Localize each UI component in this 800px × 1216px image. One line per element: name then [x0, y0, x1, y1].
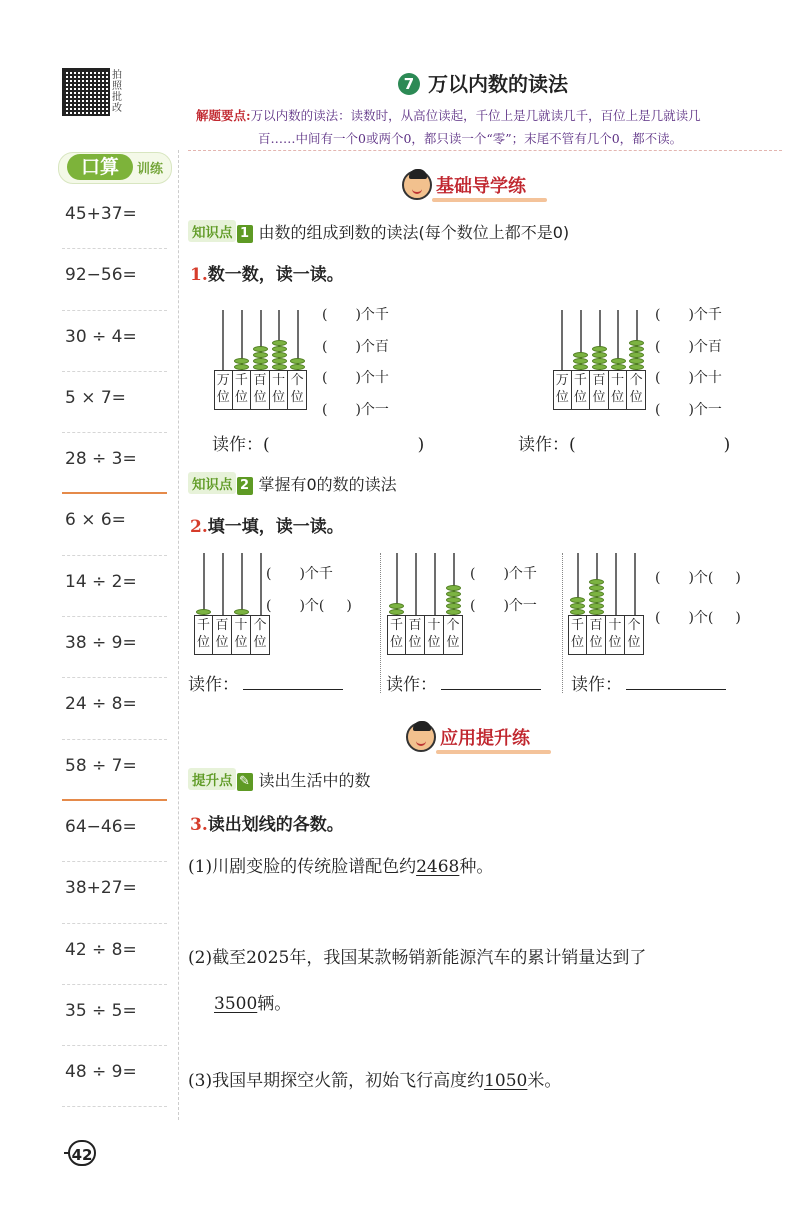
- place-value-row: [568, 615, 644, 655]
- abacus-bead: [592, 352, 607, 358]
- oral-list: [62, 188, 167, 1107]
- read-label: 读作：(: [212, 435, 270, 455]
- abacus-bead: [290, 358, 305, 364]
- blank-field[interactable]: ( )个( ): [655, 570, 741, 586]
- blank-field[interactable]: ( )个百: [322, 338, 389, 355]
- place-value-cell: 百 位: [587, 615, 606, 655]
- abacus-bead: [272, 346, 287, 352]
- oral-subtitle: 训练: [137, 162, 164, 177]
- abacus-rod: [434, 553, 436, 615]
- abacus-rod: [415, 553, 417, 615]
- place-value-cell: 百 位: [251, 370, 270, 410]
- oral-item: 38+27=: [62, 862, 167, 923]
- blank-field[interactable]: ( )个百: [655, 338, 722, 355]
- read-label: 读作：: [386, 675, 437, 695]
- oral-item: 64−46=: [62, 801, 167, 862]
- section-applied: [406, 722, 566, 754]
- place-value-cell: 个 位: [444, 615, 463, 655]
- read-label: 读作：: [571, 675, 622, 695]
- abacus-bead: [234, 358, 249, 364]
- abacus-bead: [589, 591, 604, 597]
- boy-face-icon: [406, 722, 436, 752]
- q2-read-c[interactable]: [571, 670, 726, 695]
- abacus-bead: [446, 603, 461, 609]
- abacus-bead: [253, 352, 268, 358]
- abacus-bead: [629, 346, 644, 352]
- abacus-rod: [222, 310, 224, 370]
- q1-text: 数一数，读一读。: [207, 265, 344, 285]
- abacus-rod: [203, 553, 205, 615]
- q2-blanks-b: [470, 558, 537, 622]
- question-3: [190, 810, 344, 835]
- oral-item: 30 ÷ 4=: [62, 311, 167, 372]
- boy-face-icon: [402, 170, 432, 200]
- kp1-tag: 知识点: [188, 220, 236, 242]
- read-label: 读作：(: [518, 435, 576, 455]
- tips-label: 解题要点:: [196, 108, 251, 123]
- abacus-bead: [570, 597, 585, 603]
- abacus-bead: [253, 346, 268, 352]
- abacus-rod: [561, 310, 563, 370]
- abacus-bead: [589, 585, 604, 591]
- qr-code[interactable]: [62, 68, 110, 116]
- blank-field[interactable]: ( )个千: [655, 307, 722, 323]
- abacus-bead: [592, 358, 607, 364]
- blank-field[interactable]: ( )个十: [322, 370, 389, 386]
- q1-blanks-b: [655, 300, 722, 426]
- abacus-bead: [589, 597, 604, 603]
- abacus-q2-c: [568, 553, 644, 658]
- place-value-cell: 千 位: [194, 615, 213, 655]
- q3-item-3: (3)我国早期探空火箭，初始飞行高度约1050米。: [188, 1071, 562, 1091]
- knowledge-point-2: [188, 472, 397, 495]
- qr-label: 拍照批改: [112, 70, 122, 114]
- solution-tips: [196, 104, 782, 150]
- abacus-q2-a: [194, 553, 270, 658]
- question-2: [190, 512, 344, 537]
- place-value-row: [214, 370, 307, 410]
- q2-blanks-c: [655, 558, 741, 638]
- abacus-bead: [573, 352, 588, 358]
- q2-read-a[interactable]: [188, 670, 343, 695]
- abacus-bead: [389, 603, 404, 609]
- abacus-bead: [446, 585, 461, 591]
- q2-blanks-a: [266, 558, 352, 622]
- column-divider: [178, 150, 179, 1120]
- section-applied-title: 应用提升练: [440, 728, 530, 749]
- abacus-rod: [615, 553, 617, 615]
- section-basic-title: 基础导学练: [436, 176, 526, 197]
- place-value-row: [553, 370, 646, 410]
- oral-item: 48 ÷ 9=: [62, 1046, 167, 1107]
- underlined-number: 3500: [214, 994, 258, 1014]
- kp2-num: 2: [237, 477, 253, 495]
- place-value-cell: 十 位: [232, 615, 251, 655]
- q1-number: 1.: [190, 265, 208, 285]
- place-value-cell: 十 位: [425, 615, 444, 655]
- lesson-title-text: 万以内数的读法: [428, 72, 568, 96]
- abacus-bead: [589, 579, 604, 585]
- pencil-icon: ✎: [237, 773, 253, 791]
- abacus-bead: [629, 358, 644, 364]
- blank-field[interactable]: ( )个一: [470, 598, 537, 614]
- oral-item: 14 ÷ 2=: [62, 556, 167, 617]
- place-value-cell: 十 位: [606, 615, 625, 655]
- place-value-cell: 个 位: [288, 370, 307, 410]
- abacus-bead: [629, 340, 644, 346]
- place-value-cell: 个 位: [627, 370, 646, 410]
- oral-item: 38 ÷ 9=: [62, 617, 167, 678]
- q1-blanks-a: [322, 300, 389, 426]
- oral-item: 42 ÷ 8=: [62, 924, 167, 985]
- abacus-bead: [573, 358, 588, 364]
- place-value-cell: 千 位: [572, 370, 591, 410]
- blank-field[interactable]: ( )个( ): [266, 598, 352, 614]
- oral-item: 6 × 6=: [62, 494, 167, 555]
- abacus-bead: [592, 346, 607, 352]
- underlined-number: 2468: [416, 857, 460, 877]
- tips-divider: [188, 150, 782, 151]
- oral-item: 24 ÷ 8=: [62, 678, 167, 739]
- blank-field[interactable]: ( )个千: [266, 566, 333, 582]
- q2-text: 填一填，读一读。: [207, 517, 344, 537]
- place-value-cell: 百 位: [213, 615, 232, 655]
- place-value-cell: 百 位: [406, 615, 425, 655]
- abacus-bead: [272, 352, 287, 358]
- place-value-cell: 千 位: [387, 615, 406, 655]
- kp3-text: 读出生活中的数: [258, 771, 371, 790]
- q2-number: 2.: [190, 517, 208, 537]
- blank-field[interactable]: ( )个一: [655, 401, 722, 418]
- place-value-row: [194, 615, 270, 655]
- oral-item: 35 ÷ 5=: [62, 985, 167, 1046]
- oral-item: 28 ÷ 3=: [62, 433, 167, 494]
- q2-read-b[interactable]: [386, 670, 541, 695]
- blank-field[interactable]: ( )个十: [655, 370, 722, 386]
- abacus-bead: [589, 603, 604, 609]
- place-value-cell: 万 位: [553, 370, 572, 410]
- abacus-bead: [272, 358, 287, 364]
- abacus-q1-b: [553, 300, 648, 415]
- abacus-bead: [570, 603, 585, 609]
- abacus-bead: [253, 358, 268, 364]
- oral-item: 5 × 7=: [62, 372, 167, 433]
- place-value-cell: 百 位: [590, 370, 609, 410]
- abacus-rod: [222, 553, 224, 615]
- q3-text: 读出划线的各数。: [207, 815, 344, 835]
- place-value-cell: 千 位: [568, 615, 587, 655]
- tips-line1: 万以内数的读法：读数时，从高位读起，千位上是几就读几千，百位上是几就读几: [250, 108, 701, 123]
- place-value-cell: 千 位: [233, 370, 252, 410]
- blank-field[interactable]: ( )个一: [322, 401, 389, 418]
- abacus-rod: [241, 553, 243, 615]
- kp2-text: 掌握有0的数的读法: [258, 475, 397, 494]
- place-value-cell: 万 位: [214, 370, 233, 410]
- abacus-bead: [446, 597, 461, 603]
- lesson-title: [398, 68, 568, 97]
- q3-number: 3.: [190, 815, 208, 835]
- oral-item: 92−56=: [62, 249, 167, 310]
- underlined-number: 1050: [484, 1071, 528, 1091]
- oral-training-badge: [58, 152, 172, 184]
- abacus-bead: [629, 352, 644, 358]
- blank-field[interactable]: ( )个千: [322, 307, 389, 323]
- q3-item-2: (2)截至2025年，我国某款畅销新能源汽车的累计销量达到了 3500辆。: [188, 948, 647, 1014]
- q1-read-b[interactable]: 读作：( ): [518, 435, 731, 455]
- abacus-bead: [446, 591, 461, 597]
- place-value-cell: 个 位: [251, 615, 270, 655]
- place-value-cell: 个 位: [625, 615, 644, 655]
- lesson-number: 7: [398, 73, 420, 95]
- place-value-row: [387, 615, 463, 655]
- knowledge-point-1: [188, 220, 569, 243]
- q3-item-1: (1)川剧变脸的传统脸谱配色约2468种。: [188, 857, 494, 877]
- kp1-text: 由数的组成到数的读法(每个数位上都不是0): [258, 223, 570, 242]
- tips-line2: 百……中间有一个0或两个0，都只读一个“零”；末尾不管有几个0，都不读。: [258, 131, 683, 146]
- oral-item: 58 ÷ 7=: [62, 740, 167, 801]
- abacus-rod: [634, 553, 636, 615]
- abacus-bead: [611, 358, 626, 364]
- page-number: 42: [68, 1140, 96, 1166]
- place-value-cell: 十 位: [270, 370, 289, 410]
- section-basic: [402, 170, 562, 202]
- q1-read-a[interactable]: 读作：( ): [212, 435, 425, 455]
- oral-title: 口算: [67, 154, 133, 180]
- kp3-tag: 提升点: [188, 768, 236, 790]
- blank-field[interactable]: ( )个千: [470, 566, 537, 582]
- abacus-bead: [272, 340, 287, 346]
- abacus-q1-a: [214, 300, 309, 415]
- kp1-num: 1: [237, 225, 253, 243]
- abacus-rod: [260, 553, 262, 615]
- question-1: [190, 260, 344, 285]
- place-value-cell: 十 位: [609, 370, 628, 410]
- kp2-tag: 知识点: [188, 472, 236, 494]
- blank-field[interactable]: ( )个( ): [655, 610, 741, 626]
- read-label: 读作：: [188, 675, 239, 695]
- abacus-q2-b: [387, 553, 463, 658]
- oral-item: 45+37=: [62, 188, 167, 249]
- improvement-point: [188, 768, 371, 791]
